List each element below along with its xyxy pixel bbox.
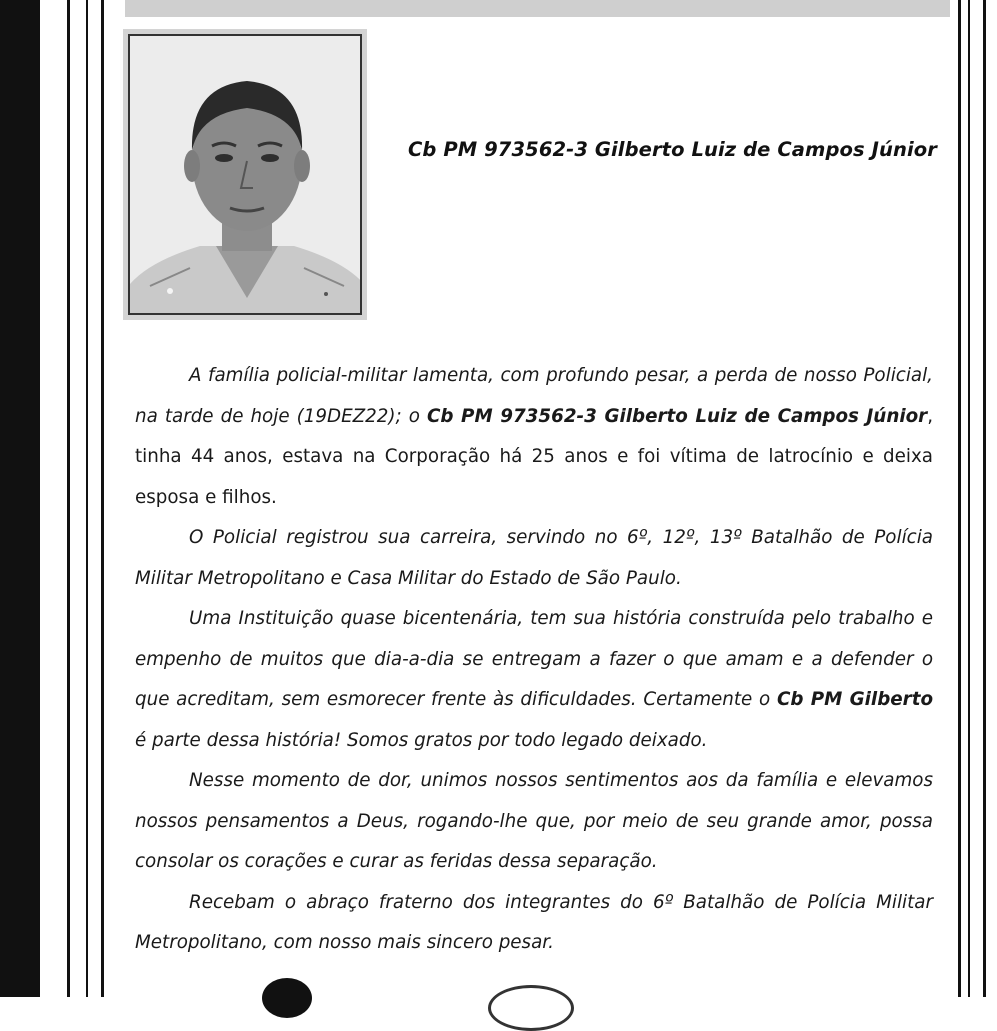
bottom-emblem-right <box>488 985 574 1031</box>
paragraph-2: O Policial registrou sua carreira, servindo no 6º, 12º, 13º Batalhão de Polícia Militar Metropolitano e Casa Militar do Estado de São Paulo. <box>135 527 933 589</box>
paragraph-1-start: A família policial-militar lamenta, com profundo pesar, a perda de nosso Policial, na tarde de hoje (19DEZ22); o <box>135 365 933 427</box>
officer-photo <box>123 29 367 320</box>
paragraph-1-end: , tinha 44 anos, estava na Corporação há 25 anos e foi vítima de latrocínio e deixa esposa e filhos. <box>135 405 933 508</box>
frame-line-left-outer <box>67 0 70 997</box>
left-dark-border <box>0 0 40 997</box>
frame-line-right-outer <box>983 0 986 997</box>
paragraph-5: Recebam o abraço fraterno dos integrantes do 6º Batalhão de Polícia Militar Metropolitano, com nosso mais sincero pesar. <box>135 891 933 953</box>
paragraph-4: Nesse momento de dor, unimos nossos sentimentos aos da família e elevamos nossos pensamentos a Deus, rogando-lhe que, por meio de seu grande amor, possa consolar os corações e curar as feridas dessa separação. <box>135 770 933 872</box>
tribute-text <box>135 356 933 964</box>
paragraph-1 <box>135 356 933 518</box>
officer-name-heading: Cb PM 973562-3 Gilberto Luiz de Campos Júnior <box>408 138 937 161</box>
paragraph-3-start: Uma Instituição quase bicentenária, tem sua história construída pelo trabalho e empenho de muitos que dia-a-dia se entregam a fazer o que amam e a defender o que acreditam, sem esmorecer frente às dificuldades. Certamente o <box>135 608 933 710</box>
officer-short-name: Cb PM Gilberto <box>776 689 933 710</box>
paragraph-3-end: é parte dessa história! Somos gratos por todo legado deixado. <box>135 729 708 751</box>
frame-line-right-mid <box>968 0 970 997</box>
portrait-photo-icon <box>130 36 362 315</box>
frame-line-left-mid <box>86 0 88 997</box>
top-header-band <box>125 0 950 17</box>
frame-line-left-inner <box>101 0 104 997</box>
paragraph-3 <box>135 599 933 761</box>
officer-name-inline: Cb PM 973562-3 Gilberto Luiz de Campos Júnior <box>426 405 928 427</box>
bottom-emblem-left <box>262 978 312 1018</box>
